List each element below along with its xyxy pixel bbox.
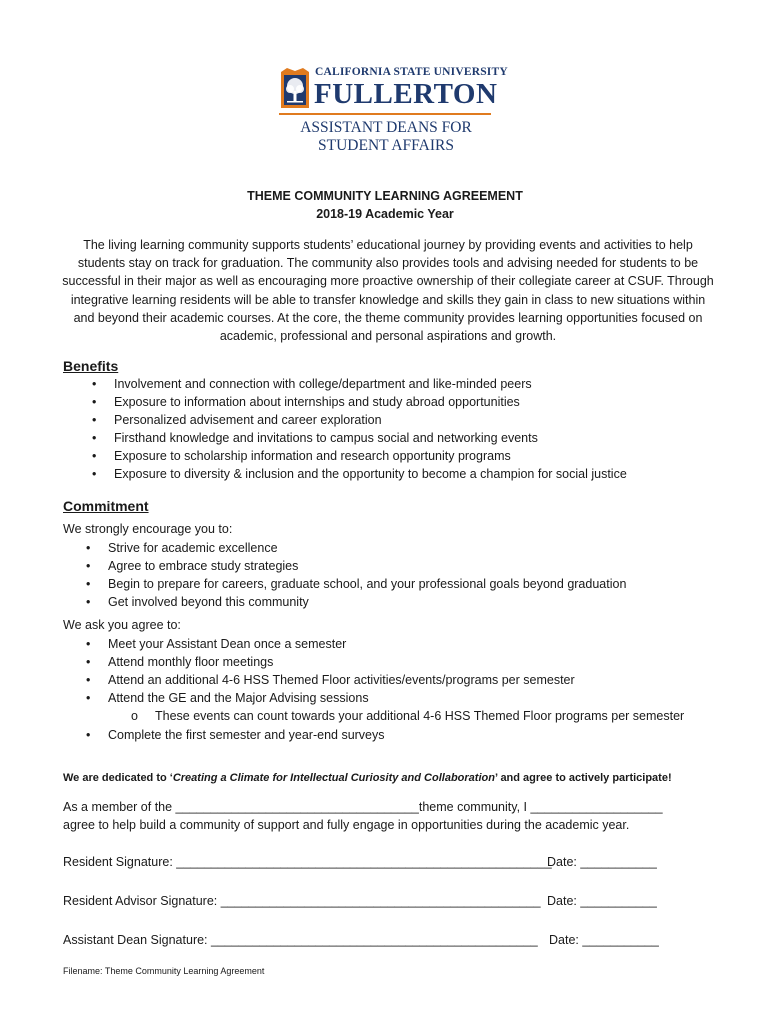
dedication-statement: We are dedicated to ‘Creating a Climate for Intellectual Curiosity and Collaboration’ and agree to actively participate! bbox=[63, 772, 672, 784]
document-title: THEME COMMUNITY LEARNING AGREEMENT bbox=[247, 189, 523, 203]
sub-item-text: These events can count towards your additional 4-6 HSS Themed Floor programs per semester bbox=[155, 709, 685, 723]
sub-item-marker: o bbox=[131, 709, 138, 723]
resident-advisor-signature-date[interactable]: Date: ___________ bbox=[547, 894, 657, 908]
logo-campus-name: FULLERTON bbox=[314, 78, 498, 110]
logo-dept-line2: STUDENT AFFAIRS bbox=[318, 137, 454, 154]
filename-footer: Filename: Theme Community Learning Agreement bbox=[63, 966, 265, 976]
dedication-quote: Creating a Climate for Intellectual Curiosity and Collaboration bbox=[172, 772, 495, 784]
benefits-heading: Benefits bbox=[63, 358, 119, 374]
intro-paragraph: The living learning community supports students’ educational journey by providing events and activities to help students stay on track for graduation. The community also provides tools and advising needed for students to be successful in their major as well as encouraging more proactive ownership of their collegiate career at CSUF. Through integrative learning residents will be able to transfer knowledge and skills they gain in class to new situations within and beyond their academic courses. At the core, the theme community provides learning opportunities focused on academic, professional and personal aspirations and growth. bbox=[62, 238, 714, 344]
resident-advisor-signature-field[interactable]: Resident Advisor Signature: ______________________________________________ bbox=[63, 894, 541, 908]
academic-year: 2018-19 Academic Year bbox=[316, 207, 454, 221]
logo-divider bbox=[279, 113, 491, 115]
tree-seal-icon bbox=[279, 66, 311, 110]
assistant-dean-signature-date[interactable]: Date: ___________ bbox=[549, 933, 659, 947]
resident-signature-field[interactable]: Resident Signature: ______________________________________________________ bbox=[63, 855, 552, 869]
logo-university-line: CALIFORNIA STATE UNIVERSITY bbox=[315, 66, 508, 78]
commitment-heading: Commitment bbox=[63, 498, 149, 514]
logo-dept-line1: ASSISTANT DEANS FOR bbox=[300, 119, 472, 136]
ask-sub-item bbox=[131, 709, 685, 723]
csuf-logo bbox=[279, 64, 508, 160]
document-page: CALIFORNIA STATE UNIVERSITY FULLERTON ASSISTANT DEANS FOR STUDENT AFFAIRS THEME COMMUNITY LEARNING AGREEMENT 2018-19 Academic Year The living learning community supports students’ educational journey by providing events and activities to help students stay on track for graduation. The community also provides tools and advising needed for students to be successful in their major as well as encouraging more proactive ownership of their collegiate career at CSUF. Through integrative learning residents will be able to transfer knowledge and skills they gain in class to new situations within and beyond their academic courses. At the core, the theme community provides learning opportunities focused on academic, professional and personal aspirations and growth. Benefits • Involvement and connection with college/department and like-minded peers • Exposure to information about internships and study abroad opportunities • Personalized advisement and career exploration • Firsthand knowledge and invitations to campus social and networking events • Exposure to scholarship information and research opportunity programs • Exposure to diversity & inclusion and the opportunity to become a champion for social justice Commitment We strongly encourage you to: • Strive for academic excellence • Agree to embrace study strategies • Begin to prepare for careers, graduate school, and your professional goals beyond graduation • Get involved beyond this community We ask you agree to: • Meet your Assistant Dean once a semester • Attend monthly floor meetings • Attend an additional 4-6 HSS Themed Floor activities/events/programs per semester • Attend the GE and the Major Advising sessions o These events can count towards your additional 4-6 HSS Themed Floor programs per semester • Complete the first semester and year-end surveys We are dedicated to ‘Creating a Climate for Intellectual Curiosity and Collaboration’ and agree to actively participate! As a member of the ___________________________________theme community, I ___________________ agree to help build a community of support and fully engage in opportunities during the academic year. Resident Signature: ______________________________________________________ Date: ___________ Resident Advisor Signature: ______________________________________________ Date: ___________ Assistant Dean Signature: _______________________________________________ Date: ___________ Filename: Theme Community Learning Agreement bbox=[0, 0, 770, 1024]
resident-signature-date[interactable]: Date: ___________ bbox=[547, 855, 657, 869]
member-line-1: As a member of the ___________________________________theme community, I ___________________ bbox=[63, 800, 663, 814]
assistant-dean-signature-field[interactable]: Assistant Dean Signature: _______________________________________________ bbox=[63, 933, 538, 947]
member-line-2: agree to help build a community of support and fully engage in opportunities during the academic year. bbox=[63, 818, 630, 832]
ask-intro: We ask you agree to: bbox=[63, 618, 181, 632]
encourage-intro: We strongly encourage you to: bbox=[63, 522, 233, 536]
logo-department bbox=[291, 119, 481, 155]
